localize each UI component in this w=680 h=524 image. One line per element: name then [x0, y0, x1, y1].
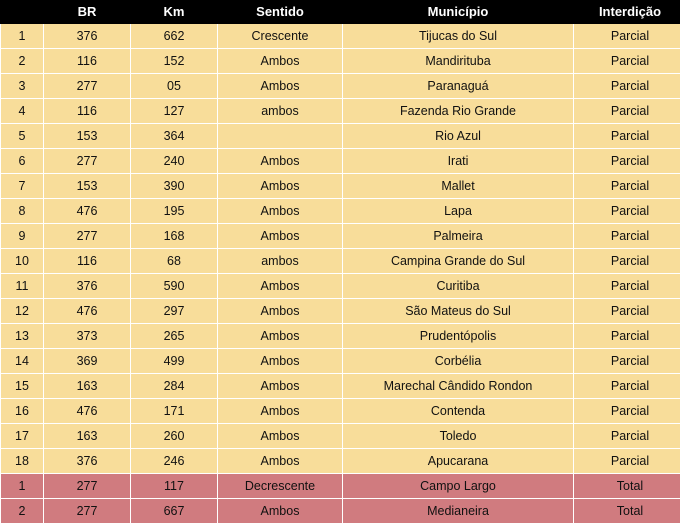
cell-km: 499 — [131, 349, 218, 374]
cell-br: 153 — [44, 174, 131, 199]
cell-municipio: Tijucas do Sul — [343, 24, 574, 49]
cell-municipio: Mandirituba — [343, 49, 574, 74]
table-row — [1, 174, 680, 199]
cell-municipio: Prudentópolis — [343, 324, 574, 349]
cell-br: 153 — [44, 124, 131, 149]
cell-index: 4 — [1, 99, 44, 124]
cell-index: 6 — [1, 149, 44, 174]
table-row — [1, 99, 680, 124]
cell-br: 376 — [44, 24, 131, 49]
cell-br: 277 — [44, 224, 131, 249]
cell-index: 12 — [1, 299, 44, 324]
cell-sentido: Ambos — [218, 499, 343, 524]
column-header-br: BR — [44, 1, 131, 24]
column-header-index — [1, 1, 44, 24]
table-row — [1, 374, 680, 399]
cell-municipio: São Mateus do Sul — [343, 299, 574, 324]
cell-index: 17 — [1, 424, 44, 449]
cell-municipio: Irati — [343, 149, 574, 174]
cell-sentido: Ambos — [218, 399, 343, 424]
cell-br: 277 — [44, 474, 131, 499]
table-row — [1, 249, 680, 274]
cell-km: 265 — [131, 324, 218, 349]
table-row — [1, 124, 680, 149]
cell-sentido: Ambos — [218, 49, 343, 74]
cell-municipio: Campina Grande do Sul — [343, 249, 574, 274]
cell-sentido: Ambos — [218, 374, 343, 399]
cell-sentido — [218, 124, 343, 149]
table-row — [1, 349, 680, 374]
cell-sentido: Ambos — [218, 299, 343, 324]
cell-index: 1 — [1, 24, 44, 49]
cell-interdicao: Total — [574, 499, 680, 524]
cell-interdicao: Parcial — [574, 124, 680, 149]
cell-br: 116 — [44, 249, 131, 274]
table-header — [1, 1, 680, 24]
cell-municipio: Lapa — [343, 199, 574, 224]
cell-sentido: Ambos — [218, 424, 343, 449]
cell-br: 476 — [44, 399, 131, 424]
cell-sentido: ambos — [218, 99, 343, 124]
table-row — [1, 499, 680, 524]
table-row — [1, 324, 680, 349]
cell-km: 117 — [131, 474, 218, 499]
cell-sentido: Decrescente — [218, 474, 343, 499]
cell-km: 246 — [131, 449, 218, 474]
column-header-interdicao: Interdição — [574, 1, 680, 24]
cell-interdicao: Parcial — [574, 99, 680, 124]
cell-br: 476 — [44, 199, 131, 224]
cell-br: 277 — [44, 149, 131, 174]
cell-interdicao: Parcial — [574, 149, 680, 174]
cell-index: 5 — [1, 124, 44, 149]
cell-index: 16 — [1, 399, 44, 424]
cell-br: 163 — [44, 424, 131, 449]
cell-km: 68 — [131, 249, 218, 274]
cell-index: 14 — [1, 349, 44, 374]
cell-sentido: ambos — [218, 249, 343, 274]
cell-km: 667 — [131, 499, 218, 524]
cell-interdicao: Parcial — [574, 324, 680, 349]
cell-interdicao: Parcial — [574, 49, 680, 74]
table-row — [1, 224, 680, 249]
cell-index: 2 — [1, 499, 44, 524]
cell-municipio: Toledo — [343, 424, 574, 449]
cell-municipio: Corbélia — [343, 349, 574, 374]
table-row — [1, 24, 680, 49]
table-row — [1, 49, 680, 74]
cell-sentido: Ambos — [218, 74, 343, 99]
cell-municipio: Curitiba — [343, 274, 574, 299]
cell-municipio: Apucarana — [343, 449, 574, 474]
cell-km: 297 — [131, 299, 218, 324]
cell-interdicao: Parcial — [574, 174, 680, 199]
table-row — [1, 474, 680, 499]
cell-sentido: Ambos — [218, 199, 343, 224]
cell-km: 240 — [131, 149, 218, 174]
cell-sentido: Crescente — [218, 24, 343, 49]
table-row — [1, 424, 680, 449]
cell-index: 10 — [1, 249, 44, 274]
cell-interdicao: Parcial — [574, 349, 680, 374]
cell-interdicao: Parcial — [574, 224, 680, 249]
cell-municipio: Paranaguá — [343, 74, 574, 99]
cell-sentido: Ambos — [218, 224, 343, 249]
cell-municipio: Medianeira — [343, 499, 574, 524]
cell-index: 18 — [1, 449, 44, 474]
cell-municipio: Fazenda Rio Grande — [343, 99, 574, 124]
cell-km: 195 — [131, 199, 218, 224]
column-header-municipio: Município — [343, 1, 574, 24]
cell-interdicao: Parcial — [574, 24, 680, 49]
table-row — [1, 149, 680, 174]
column-header-sentido: Sentido — [218, 1, 343, 24]
cell-index: 2 — [1, 49, 44, 74]
cell-municipio: Rio Azul — [343, 124, 574, 149]
cell-interdicao: Parcial — [574, 449, 680, 474]
cell-index: 11 — [1, 274, 44, 299]
cell-km: 168 — [131, 224, 218, 249]
cell-index: 3 — [1, 74, 44, 99]
cell-km: 662 — [131, 24, 218, 49]
cell-interdicao: Total — [574, 474, 680, 499]
cell-km: 390 — [131, 174, 218, 199]
table-row — [1, 199, 680, 224]
cell-interdicao: Parcial — [574, 199, 680, 224]
cell-km: 152 — [131, 49, 218, 74]
cell-index: 8 — [1, 199, 44, 224]
cell-interdicao: Parcial — [574, 274, 680, 299]
cell-km: 05 — [131, 74, 218, 99]
cell-municipio: Palmeira — [343, 224, 574, 249]
cell-index: 15 — [1, 374, 44, 399]
column-header-km: Km — [131, 1, 218, 24]
cell-br: 376 — [44, 274, 131, 299]
cell-interdicao: Parcial — [574, 424, 680, 449]
cell-interdicao: Parcial — [574, 299, 680, 324]
cell-municipio: Campo Largo — [343, 474, 574, 499]
cell-sentido: Ambos — [218, 174, 343, 199]
cell-municipio: Marechal Cândido Rondon — [343, 374, 574, 399]
cell-index: 1 — [1, 474, 44, 499]
cell-br: 476 — [44, 299, 131, 324]
cell-sentido: Ambos — [218, 149, 343, 174]
cell-km: 364 — [131, 124, 218, 149]
cell-sentido: Ambos — [218, 449, 343, 474]
cell-index: 9 — [1, 224, 44, 249]
table-row — [1, 449, 680, 474]
table-row — [1, 74, 680, 99]
cell-km: 171 — [131, 399, 218, 424]
cell-br: 373 — [44, 324, 131, 349]
cell-br: 277 — [44, 499, 131, 524]
cell-interdicao: Parcial — [574, 399, 680, 424]
table-row — [1, 274, 680, 299]
cell-sentido: Ambos — [218, 274, 343, 299]
cell-br: 376 — [44, 449, 131, 474]
cell-interdicao: Parcial — [574, 74, 680, 99]
table-row — [1, 299, 680, 324]
table-row — [1, 399, 680, 424]
cell-br: 369 — [44, 349, 131, 374]
cell-interdicao: Parcial — [574, 374, 680, 399]
cell-sentido: Ambos — [218, 349, 343, 374]
table-header-row — [1, 1, 680, 24]
cell-municipio: Contenda — [343, 399, 574, 424]
cell-br: 163 — [44, 374, 131, 399]
cell-km: 590 — [131, 274, 218, 299]
cell-index: 7 — [1, 174, 44, 199]
cell-km: 127 — [131, 99, 218, 124]
cell-br: 116 — [44, 49, 131, 74]
cell-index: 13 — [1, 324, 44, 349]
cell-interdicao: Parcial — [574, 249, 680, 274]
cell-km: 284 — [131, 374, 218, 399]
cell-br: 277 — [44, 74, 131, 99]
cell-sentido: Ambos — [218, 324, 343, 349]
cell-br: 116 — [44, 99, 131, 124]
table-body — [1, 24, 680, 524]
cell-km: 260 — [131, 424, 218, 449]
cell-municipio: Mallet — [343, 174, 574, 199]
